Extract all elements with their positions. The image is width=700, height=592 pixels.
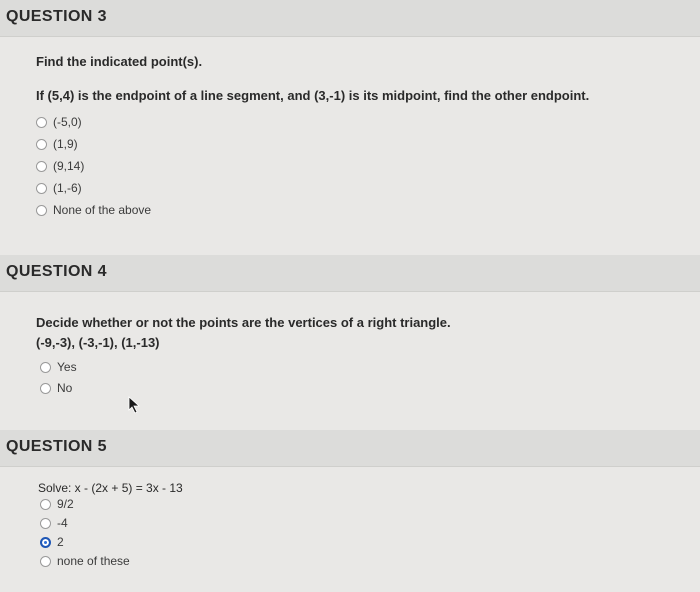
choice-label: -4 [57, 516, 68, 530]
mouse-cursor-icon [128, 396, 142, 414]
choice-label: none of these [57, 554, 130, 568]
radio-button[interactable] [36, 139, 47, 150]
question-3-header [0, 0, 700, 37]
question-4-header [0, 255, 700, 292]
q3-choice-1[interactable] [36, 115, 82, 129]
choice-label: (-5,0) [53, 115, 82, 129]
question-4-title: QUESTION 4 [6, 263, 107, 280]
question-5-header [0, 430, 700, 467]
radio-button[interactable] [36, 205, 47, 216]
q3-instruction: Find the indicated point(s). [36, 54, 203, 69]
q5-prompt: Solve: x - (2x + 5) = 3x - 13 [38, 481, 183, 495]
choice-label: Yes [57, 360, 77, 374]
choice-label: (1,9) [53, 137, 78, 151]
choice-label: 2 [57, 535, 64, 549]
radio-button[interactable] [40, 362, 51, 373]
q3-choice-5[interactable] [36, 203, 151, 217]
radio-button[interactable] [36, 117, 47, 128]
q4-points: (-9,-3), (-3,-1), (1,-13) [36, 335, 160, 350]
choice-label: No [57, 381, 73, 395]
radio-button[interactable] [40, 499, 51, 510]
choice-label: 9/2 [57, 497, 74, 511]
choice-label: None of the above [53, 203, 152, 217]
radio-button-selected[interactable] [40, 537, 51, 548]
q3-choice-2[interactable] [36, 137, 78, 151]
q5-choice-1[interactable] [40, 497, 74, 511]
q4-choice-no[interactable] [40, 381, 72, 395]
choice-label: (9,14) [53, 159, 85, 173]
q4-choice-yes[interactable] [40, 360, 77, 374]
question-3-title: QUESTION 3 [6, 8, 107, 25]
radio-button[interactable] [36, 183, 47, 194]
q3-choice-3[interactable] [36, 159, 84, 173]
q4-prompt: Decide whether or not the points are the vertices of a right triangle. [36, 315, 451, 330]
radio-button[interactable] [36, 161, 47, 172]
radio-button[interactable] [40, 518, 51, 529]
q5-choice-4[interactable] [40, 554, 130, 568]
q5-choice-2[interactable] [40, 516, 68, 530]
q5-choice-3[interactable] [40, 535, 64, 549]
question-5-title: QUESTION 5 [6, 438, 107, 455]
radio-button[interactable] [40, 383, 51, 394]
radio-button[interactable] [40, 556, 51, 567]
q3-choice-4[interactable] [36, 181, 82, 195]
q3-prompt: If (5,4) is the endpoint of a line segment, and (3,-1) is its midpoint, find the other endpoint. [36, 88, 590, 103]
choice-label: (1,-6) [53, 181, 82, 195]
